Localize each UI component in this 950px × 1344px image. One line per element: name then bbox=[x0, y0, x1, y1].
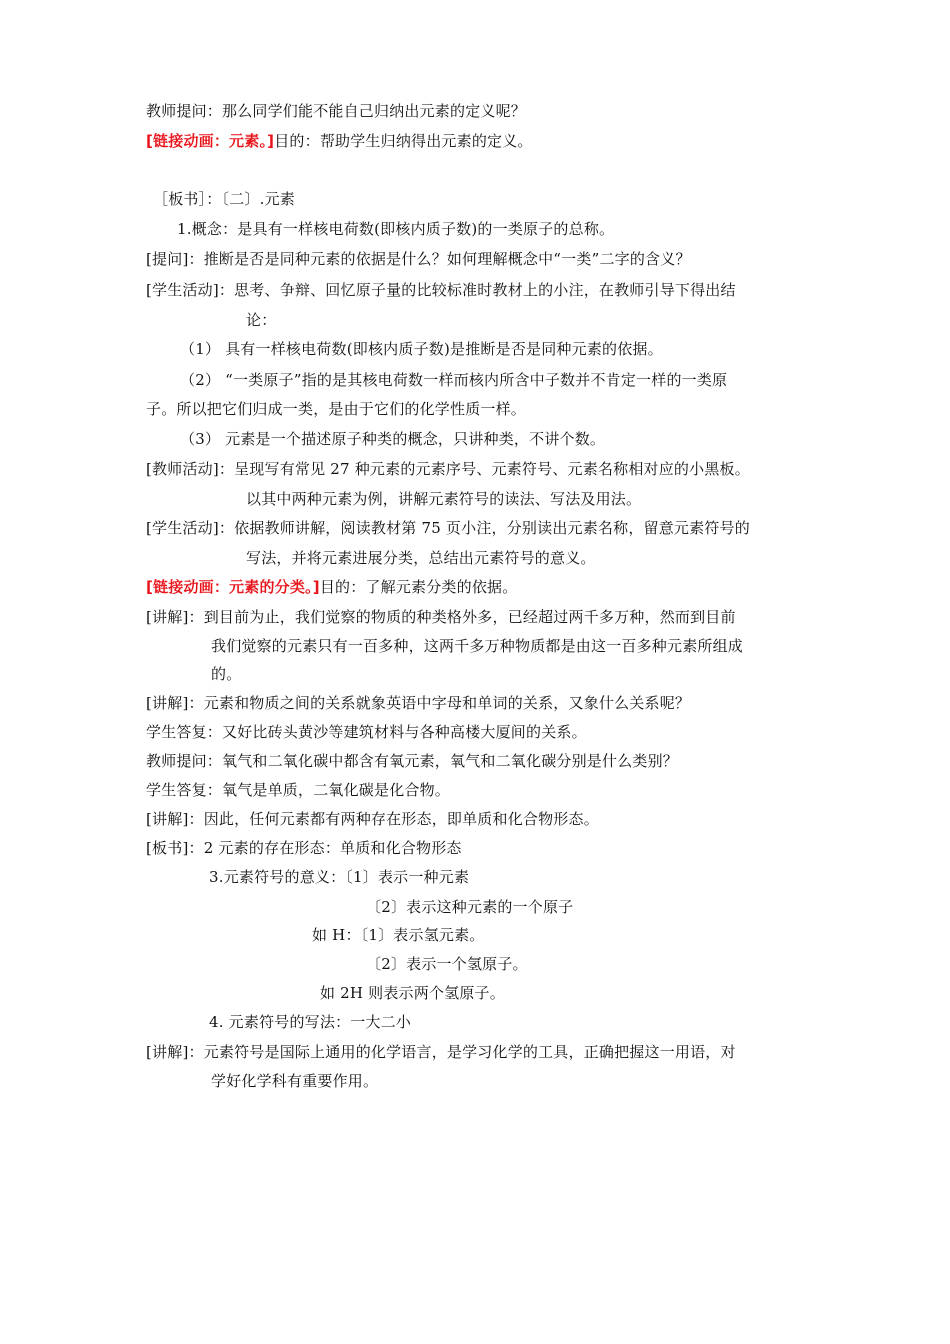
link-purpose-text-2: 目的：了解元素分类的依据。 bbox=[319, 578, 518, 596]
conclusion-2: （2） “一类原子”指的是其核电荷数一样而核内所含中子数并不肯定一样的一类原 bbox=[180, 371, 728, 389]
question-line: [提问]：推断是否是同种元素的依据是什么？如何理解概念中“一类”二字的含义？ bbox=[146, 250, 691, 268]
teacher-question-line-2: 教师提问：氧气和二氧化碳中都含有氧元素，氧气和二氧化碳分别是什么类别？ bbox=[146, 752, 679, 770]
student-activity-line: [学生活动]：思考、争辩、回忆原子量的比较标准时教材上的小注，在教师引导下得出结 bbox=[146, 281, 736, 299]
example-h-1: 如 H：〔1〕表示氢元素。 bbox=[312, 926, 485, 944]
explanation-line-2: [讲解]：元素和物质之间的关系就象英语中字母和单词的关系，又象什么关系呢？ bbox=[146, 694, 691, 712]
explanation-cont-4: 学好化学科有重要作用。 bbox=[211, 1072, 379, 1090]
animation-link-line bbox=[146, 131, 533, 151]
symbol-meaning-1: 3.元素符号的意义：〔1〕表示一种元素 bbox=[209, 868, 470, 886]
explanation-line: [讲解]：到目前为止，我们觉察的物质的种类格外多，已经超过两千多万种，然而到目前 bbox=[146, 608, 736, 626]
explanation-cont-1: 我们觉察的元素只有一百多种，这两千多万种物质都是由这一百多种元素所组成 bbox=[211, 637, 744, 655]
conclusion-3: （3） 元素是一个描述原子种类的概念，只讲种类，不讲个数。 bbox=[180, 430, 606, 448]
explanation-line-4: [讲解]：元素符号是国际上通用的化学语言，是学习化学的工具，正确把握这一用语，对 bbox=[146, 1043, 736, 1061]
symbol-meaning-2: 〔2〕表示这种元素的一个原子 bbox=[366, 898, 574, 916]
explanation-line-3: [讲解]：因此，任何元素都有两种存在形态，即单质和化合物形态。 bbox=[146, 810, 599, 828]
animation-link-classification[interactable]: [链接动画：元素的分类。] bbox=[146, 578, 320, 596]
teacher-activity-cont: 以其中两种元素为例，讲解元素符号的读法、写法及用法。 bbox=[246, 490, 642, 508]
student-activity-line-2: [学生活动]：依据教师讲解，阅读教材第 75 页小注，分别读出元素名称，留意元素符号的 bbox=[146, 519, 750, 537]
animation-link-element[interactable]: [链接动画：元素。] bbox=[146, 132, 275, 150]
link-purpose-text: 目的：帮助学生归纳得出元素的定义。 bbox=[274, 132, 533, 150]
example-2h: 如 2H 则表示两个氢原子。 bbox=[320, 984, 505, 1002]
teacher-question-line: 教师提问：那么同学们能不能自己归纳出元素的定义呢？ bbox=[146, 102, 527, 120]
explanation-cont-2: 的。 bbox=[211, 665, 242, 683]
symbol-writing-rule: 4. 元素符号的写法：一大二小 bbox=[209, 1013, 412, 1031]
board-existence-forms: [板书]：2 元素的存在形态：单质和化合物形态 bbox=[146, 839, 462, 857]
student-answer-line-2: 学生答复：氧气是单质，二氧化碳是化合物。 bbox=[146, 781, 451, 799]
teacher-activity-line: [教师活动]：呈现写有常见 27 种元素的元素序号、元素符号、元素名称相对应的小黑板。 bbox=[146, 460, 750, 478]
conclusion-2-cont: 子。所以把它们归成一类，是由于它们的化学性质一样。 bbox=[146, 400, 527, 418]
example-h-2: 〔2〕表示一个氢原子。 bbox=[366, 955, 528, 973]
conclusion-1: （1） 具有一样核电荷数(即核内质子数)是推断是否是同种元素的依据。 bbox=[180, 340, 663, 358]
board-heading-elements: ［板书］：〔二〕.元素 bbox=[153, 190, 295, 208]
animation-link-line-2 bbox=[146, 577, 517, 597]
student-answer-line: 学生答复：又好比砖头黄沙等建筑材料与各种高楼大厦间的关系。 bbox=[146, 723, 587, 741]
concept-definition: 1.概念：是具有一样核电荷数(即核内质子数)的一类原子的总称。 bbox=[177, 220, 615, 238]
student-activity-cont: 论： bbox=[246, 311, 277, 329]
student-activity-cont-2: 写法，并将元素进展分类，总结出元素符号的意义。 bbox=[246, 549, 596, 567]
